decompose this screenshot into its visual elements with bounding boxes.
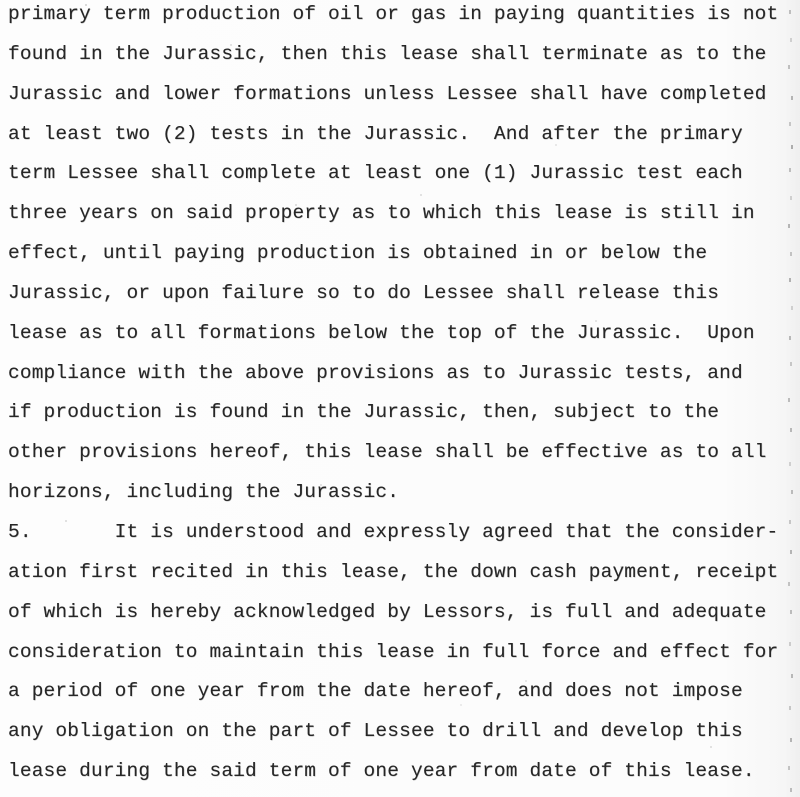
document-line: horizons, including the Jurassic.	[8, 481, 400, 504]
document-line: any obligation on the part of Lessee to drill and develop this	[8, 720, 743, 743]
document-line: lease during the said term of one year from date of this lease.	[8, 760, 755, 783]
document-line: other provisions hereof, this lease shall be effective as to all	[8, 441, 767, 464]
document-text-block	[8, 0, 800, 792]
document-line: consideration to maintain this lease in full force and effect for	[8, 640, 779, 663]
document-line: found in the Jurassic, then this lease shall terminate as to the	[8, 42, 767, 65]
document-paragraph-5-start: 5. It is understood and expressly agreed that the consider-	[8, 520, 779, 543]
document-line: lease as to all formations below the top of the Jurassic. Upon	[8, 321, 755, 344]
document-line: primary term production of oil or gas in paying quantities is not	[8, 3, 779, 25]
document-line: Jurassic and lower formations unless Lessee shall have completed	[8, 82, 767, 105]
scan-edge-noise	[789, 10, 791, 14]
document-line: ation first recited in this lease, the down cash payment, receipt	[8, 560, 779, 583]
document-line: if production is found in the Jurassic, then, subject to the	[8, 401, 720, 424]
document-line: three years on said property as to which this lease is still in	[8, 202, 755, 225]
document-line: of which is hereby acknowledged by Lessors, is full and adequate	[8, 600, 767, 623]
scan-dust-specks	[85, 4, 87, 6]
document-line: compliance with the above provisions as to Jurassic tests, and	[8, 361, 743, 384]
document-line: Jurassic, or upon failure so to do Lessee shall release this	[8, 281, 720, 304]
document-line: at least two (2) tests in the Jurassic. And after the primary	[8, 122, 743, 145]
document-line: effect, until paying production is obtained in or below the	[8, 242, 708, 265]
document-line: term Lessee shall complete at least one (1) Jurassic test each	[8, 162, 743, 185]
document-line: a period of one year from the date hereof, and does not impose	[8, 680, 743, 703]
